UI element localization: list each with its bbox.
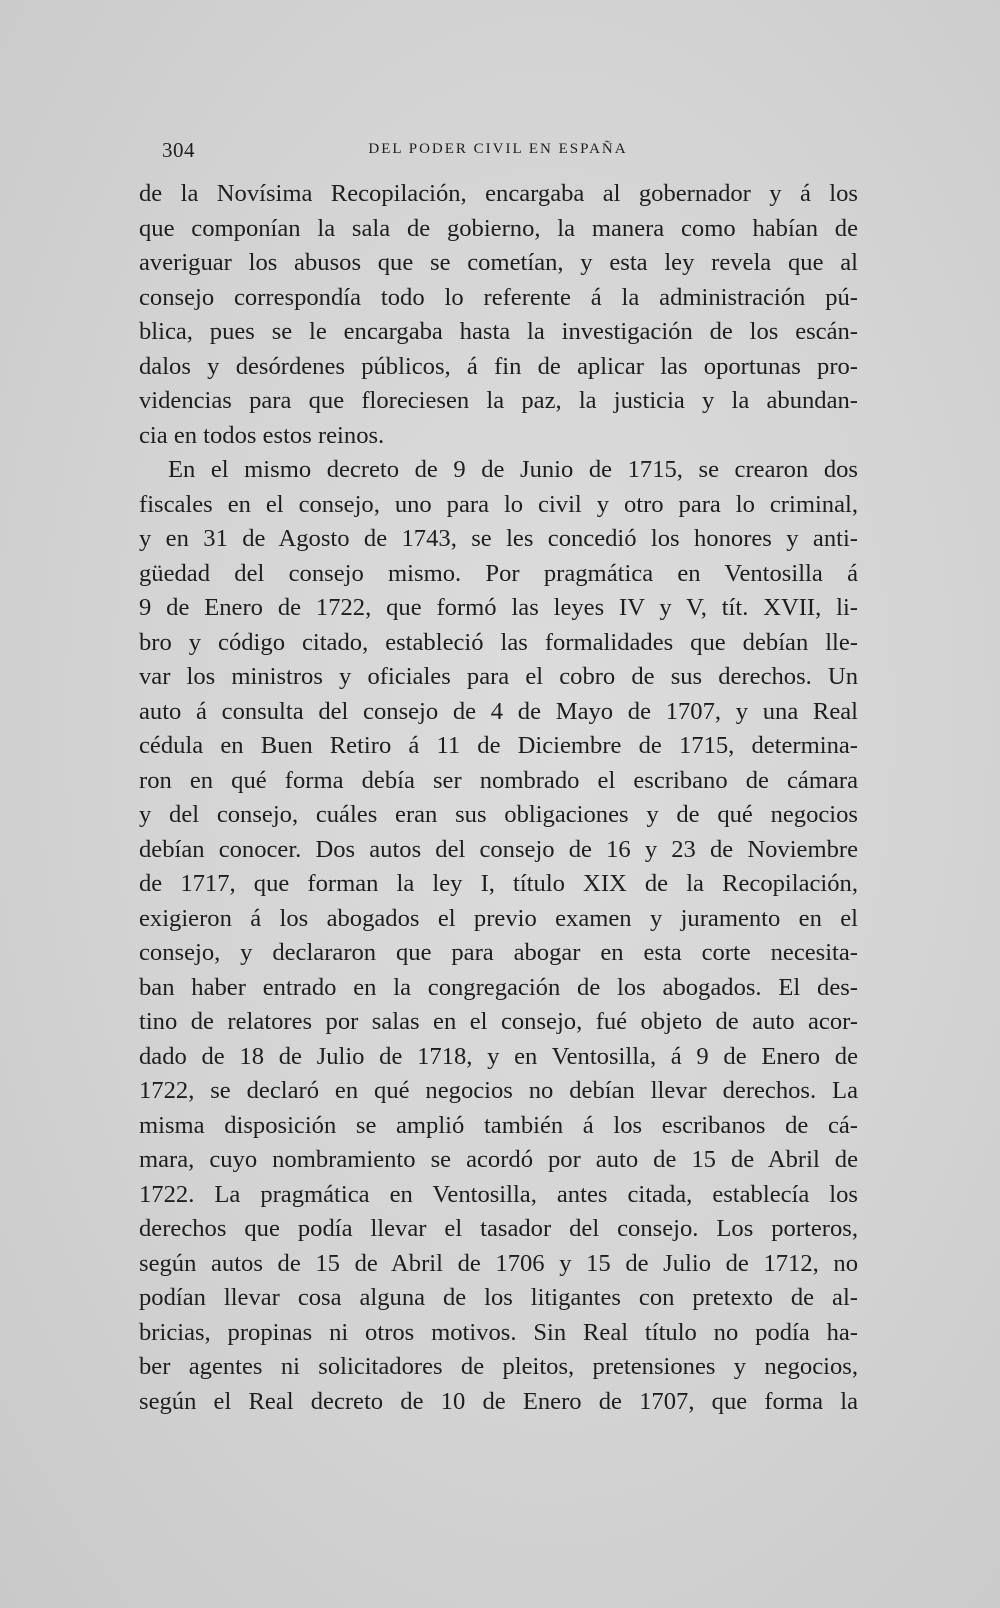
text-line: que componían la sala de gobierno, la manera como habían de bbox=[139, 214, 858, 242]
text-line: ban haber entrado en la congregación de los abogados. El des- bbox=[139, 973, 858, 1001]
text-line: bro y código citado, estableció las formalidades que debían lle- bbox=[139, 628, 858, 656]
text-line: auto á consulta del consejo de 4 de Mayo de 1707, y una Real bbox=[139, 697, 858, 725]
text-line: blica, pues se le encargaba hasta la investigación de los escán- bbox=[139, 318, 858, 345]
text-line: güedad del consejo mismo. Por pragmática en Ventosilla á bbox=[139, 559, 858, 587]
body-text bbox=[139, 177, 858, 1419]
text-line: según autos de 15 de Abril de 1706 y 15 de Julio de 1712, no bbox=[139, 1249, 858, 1277]
text-line: mara, cuyo nombramiento se acordó por auto de 15 de Abril de bbox=[139, 1146, 858, 1173]
text-line: ber agentes ni solicitadores de pleitos, pretensiones y negocios, bbox=[139, 1353, 858, 1380]
text-line: tino de relatores por salas en el consejo, fué objeto de auto acor- bbox=[139, 1008, 858, 1035]
text-line: bricias, propinas ni otros motivos. Sin Real título no podía ha- bbox=[139, 1318, 858, 1346]
running-head bbox=[140, 138, 856, 164]
text-line: y del consejo, cuáles eran sus obligaciones y de qué negocios bbox=[139, 801, 858, 828]
text-line: dado de 18 de Julio de 1718, y en Ventosilla, á 9 de Enero de bbox=[139, 1042, 858, 1070]
text-line: 1722. La pragmática en Ventosilla, antes citada, establecía los bbox=[139, 1180, 858, 1208]
text-line: cia en todos estos reinos. bbox=[139, 421, 385, 449]
text-line: cédula en Buen Retiro á 11 de Diciembre de 1715, determina- bbox=[139, 732, 858, 759]
text-line: consejo, y declararon que para abogar en esta corte necesita- bbox=[139, 939, 858, 966]
text-line: var los ministros y oficiales para el cobro de sus derechos. Un bbox=[139, 663, 858, 690]
text-line: derechos que podía llevar el tasador del consejo. Los porteros, bbox=[139, 1215, 858, 1242]
text-line: videncias para que floreciesen la paz, la justicia y la abundan- bbox=[139, 387, 858, 414]
text-line: según el Real decreto de 10 de Enero de 1707, que forma la bbox=[139, 1387, 858, 1415]
text-line: fiscales en el consejo, uno para lo civil y otro para lo criminal, bbox=[139, 490, 858, 518]
text-line: misma disposición se amplió también á los escribanos de cá- bbox=[139, 1111, 858, 1139]
text-line: En el mismo decreto de 9 de Junio de 1715, se crearon dos bbox=[168, 456, 858, 483]
text-line: ron en qué forma debía ser nombrado el escribano de cámara bbox=[139, 766, 858, 794]
text-line: averiguar los abusos que se cometían, y esta ley revela que al bbox=[139, 249, 858, 276]
text-line: de la Novísima Recopilación, encargaba al gobernador y á los bbox=[139, 180, 858, 207]
text-line: de 1717, que forman la ley I, título XIX de la Recopilación, bbox=[139, 870, 858, 897]
text-line: 9 de Enero de 1722, que formó las leyes IV y V, tít. XVII, li- bbox=[139, 594, 858, 621]
text-line: y en 31 de Agosto de 1743, se les concedió los honores y anti- bbox=[139, 525, 858, 552]
page-number: 304 bbox=[162, 138, 195, 162]
text-line: debían conocer. Dos autos del consejo de 16 y 23 de Noviembre bbox=[139, 835, 858, 863]
text-line: exigieron á los abogados el previo examen y juramento en el bbox=[139, 904, 858, 932]
text-line: 1722, se declaró en qué negocios no debían llevar derechos. La bbox=[139, 1077, 858, 1104]
text-line: dalos y desórdenes públicos, á fin de aplicar las oportunas pro- bbox=[139, 352, 858, 380]
text-line: consejo correspondía todo lo referente á la administración pú- bbox=[139, 283, 858, 311]
running-title: DEL PODER CIVIL EN ESPAÑA bbox=[368, 141, 628, 157]
text-line: podían llevar cosa alguna de los litigantes con pretexto de al- bbox=[139, 1284, 858, 1311]
